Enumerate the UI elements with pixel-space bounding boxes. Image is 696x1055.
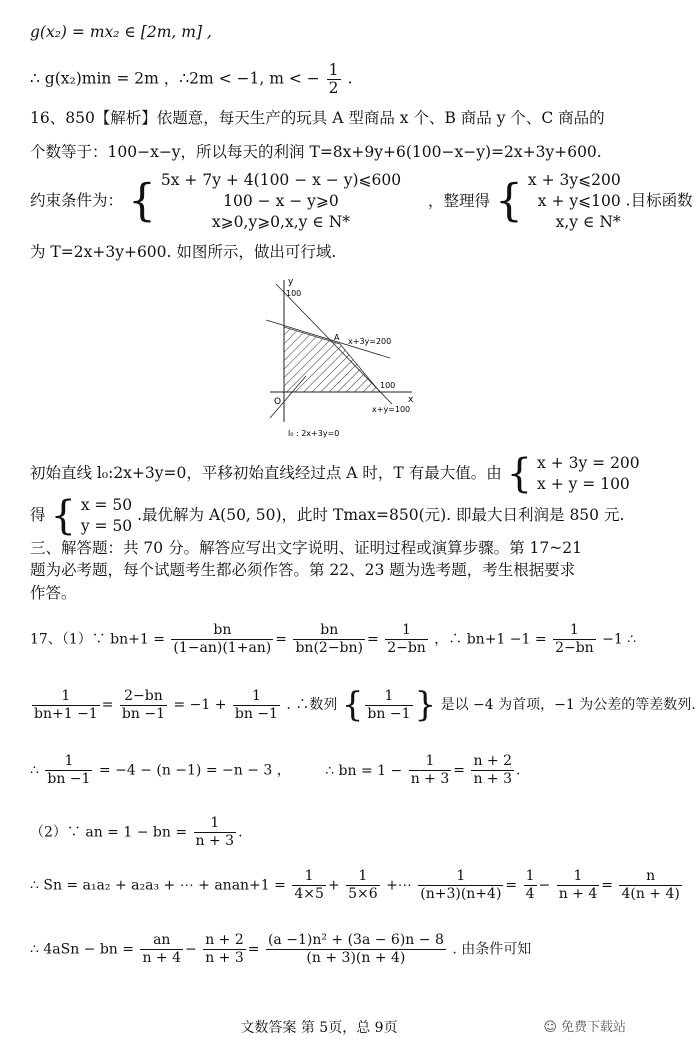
line1-label: x+3y=200 <box>348 337 392 346</box>
text-line: 初始直线 l₀:2x+3y=0，平移初始直线经过点 A 时，T 有最大值。由 { x + 3y = 200 x + y = 100 <box>30 451 640 497</box>
l0-label: l₀ : 2x+3y=0 <box>288 429 340 438</box>
eq-17-2: $\frac{1}{bn+1 -1}$ = $\frac{2-bn}{bn -1}$ = −1 + $\frac{1}{bn -1}$ . ∴数列 { $\frac{1}{bn -1}$ } 是以 −4 为首项，−1 为公差的等差数列. <box>34 685 696 725</box>
eq-17-1: 17、（1）∵ bn+1 = $\frac{bn}{(1-an)(1+an)}$ = $\frac{bn}{bn(2-bn)}$ = $\frac{1}{2-bn}$ ，∴ bn+1 −1 = $\frac{1}{2-bn}$ −1 ∴ <box>30 622 637 656</box>
tick-100-x: 100 <box>380 381 396 390</box>
eq-17-5: ∴ Sn = a₁a₂ + a₂a₃ + ⋯ + anan+1 = $\frac{1}{4\times 5}$ + $\frac{1}{5\times 6}$ +⋯ $\frac{1}{(n+3)(n+4)}$ = $\frac{1}{4}$ − $\frac{1}{n + 4}$ = $\frac{n}{4(n + 4)}$ <box>30 868 680 902</box>
eq-17-6: ∴ 4aSn − bn = $\frac{an}{n + 4}$ − $\frac{n + 2}{n + 3}$ = $\frac{\text{(a −1)n² + (3a − 6)n − 8}}{(n + 3)(n + 4)}$ . 由条件可知 <box>30 932 532 966</box>
origin-label: O <box>274 397 282 407</box>
page-footer: 文数答案 第 5页，总 9页 <box>240 1020 398 1036</box>
constraint-line: 约束条件为： { 5x + 7y + 4(100 − x − y)⩽600 100 − x − y⩾0 x⩾0,y⩾0,x,y ∈ N* ，整理得 { x + 3y⩽200 x + y⩽100 x,y ∈ N* .目标函数 <box>30 171 693 231</box>
line2-label: x+y=100 <box>372 405 411 414</box>
axis-label-y: y <box>288 277 294 287</box>
axis-label-x: x <box>408 395 414 405</box>
point-a-label: A <box>334 333 340 342</box>
text-line: g(x₂) = mx₂ ∈ [2m, m] , <box>30 23 212 41</box>
tick-100-y: 100 <box>286 289 302 298</box>
watermark-logo: ☺ 免费下载站 <box>543 1020 626 1035</box>
text-line: 题为必考题，每个试题考生都必须作答。第 22、23 题为选考题，考生根据要求 <box>30 561 576 579</box>
feasible-region-figure <box>262 272 422 442</box>
eq-17-4: （2）∵ an = 1 − bn = $\frac{1}{n + 3}$ . <box>30 815 243 849</box>
text-line: 个数等于：100−x−y，所以每天的利润 T=8x+9y+6(100−x−y)=2x+3y+600. <box>30 143 602 161</box>
text-line: ∴ g(x₂)min = 2m ，∴2m < −1, m < − $\frac{1}{2}$ . <box>30 61 353 97</box>
eq-17-3: ∴ $\frac{1}{bn -1}$ = −4 − (n −1) = −n − 3 ， ∴ bn = 1 − $\frac{1}{n + 3}$ = $\frac{n + 2}{n + 3}$ . <box>30 753 521 787</box>
text-line: 得 { x = 50 y = 50 .最优解为 A(50, 50)，此时 Tmax=850(元). 即最大日利润是 850 元. <box>30 493 625 539</box>
wechat-icon: ☺ <box>543 1020 557 1035</box>
text-line: 为 T=2x+3y+600. 如图所示，做出可行域. <box>30 243 337 261</box>
text-line: 三、解答题：共 70 分。解答应写出文字说明、证明过程或演算步骤。第 17~21 <box>30 539 582 557</box>
text-line: 作答。 <box>30 584 77 602</box>
text-line: 16、850【解析】依题意，每天生产的玩具 A 型商品 x 个、B 商品 y 个、C 商品的 <box>30 109 605 127</box>
